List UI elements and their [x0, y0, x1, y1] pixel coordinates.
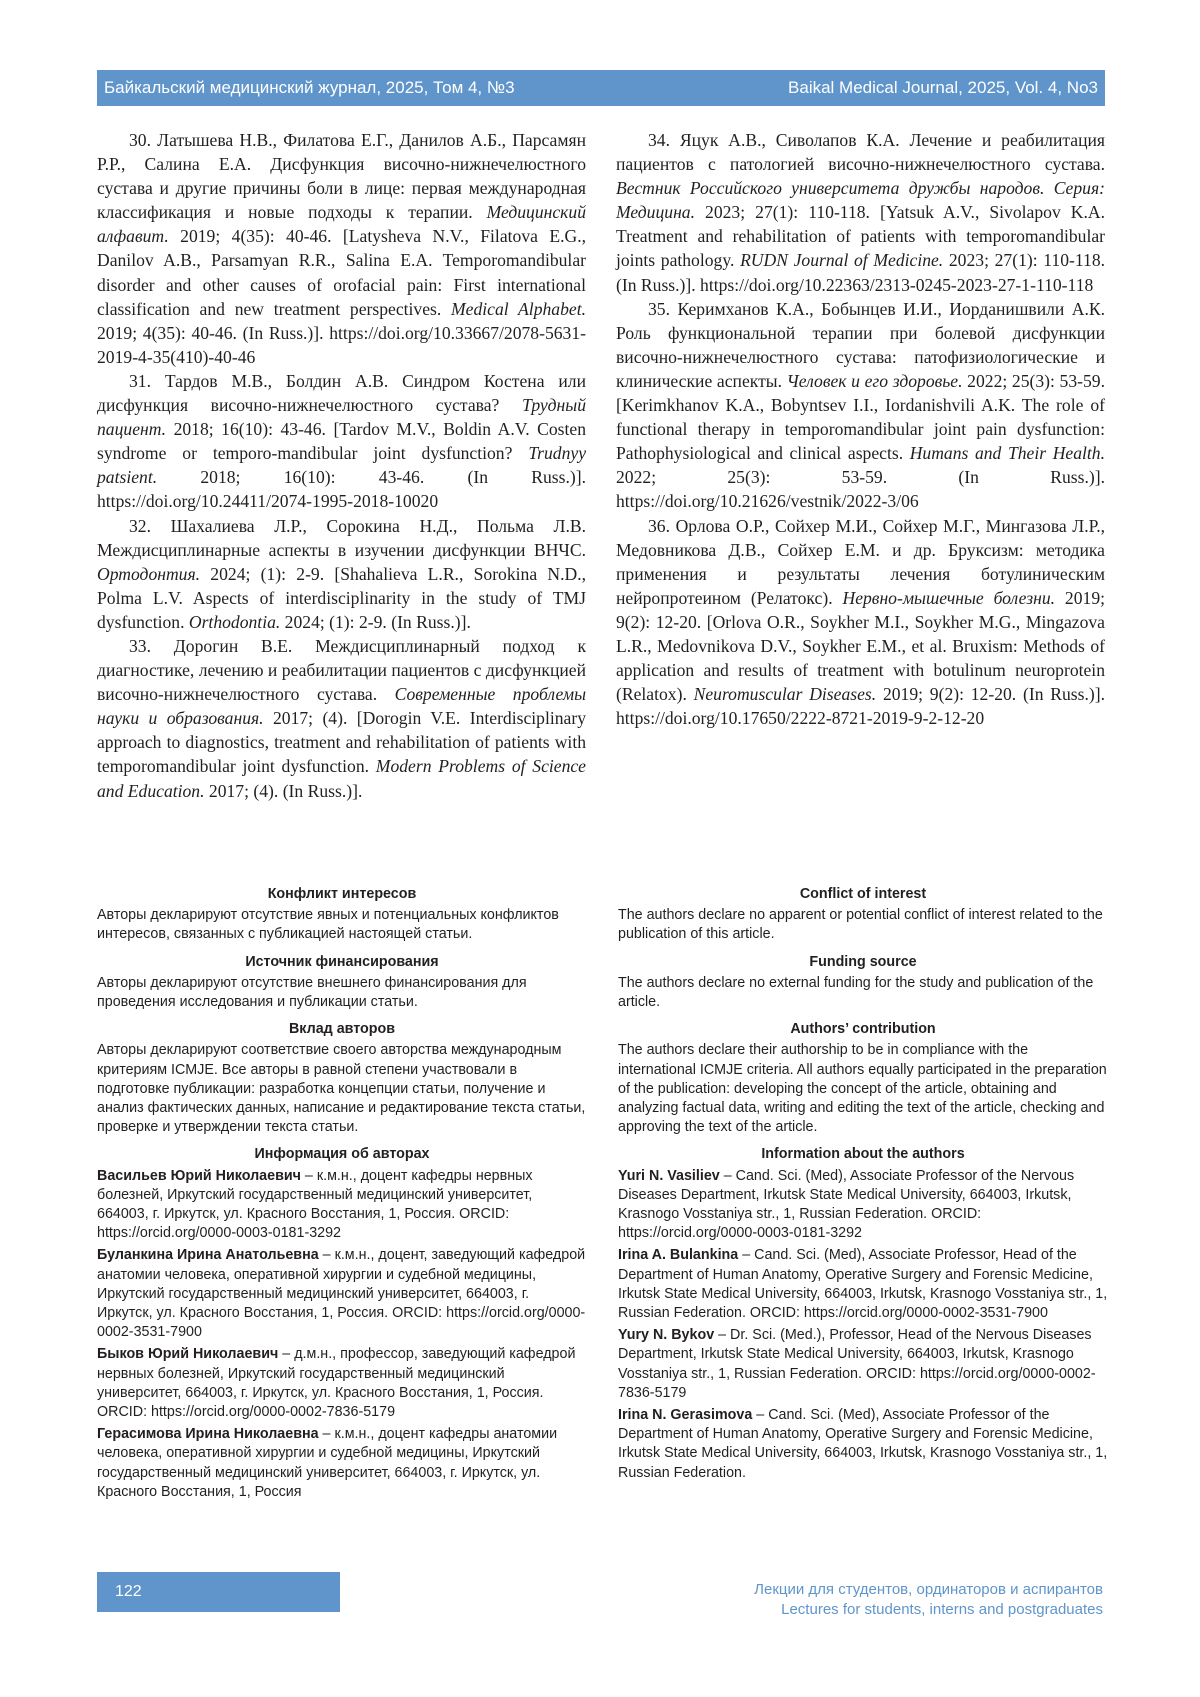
article-info-ru: [97, 885, 587, 1505]
reference-text: 36. Орлова О.Р., Сойхер М.И., Сойхер М.Г., Мингазова Л.Р., Медовникова Д.В., Сойхер Е.М. и др. Бруксизм: методика применения и результаты лечения ботулиническим нейропротеином (Релатокс).: [616, 516, 1105, 608]
reference-text: 34. Яцук А.В., Сиволапов К.А. Лечение и реабилитация пациентов с патологией височно-нижнечелюстного сустава.: [616, 130, 1105, 174]
contribution-text: Авторы декларируют соответствие своего авторства международным критериям ICMJE. Все авторы в равной степени участвовали в подготовке публикации: разработка концепции статьи, получение и анализ фактических данных, написание и редактирование текста статьи, проверке и утверждении текста статьи.: [97, 1041, 587, 1137]
reference-text: 2023; 27(1): 110-118. [Yatsuk A.V., Sivolapov K.A. Treatment and rehabilitation of patients with temporomandibular joints pathology.: [616, 202, 1105, 270]
section-name-en: Lectures for students, interns and postgraduates: [754, 1600, 1103, 1620]
reference-journal: Modern Problems of Science and Education.: [97, 756, 586, 800]
reference-item: [97, 634, 586, 803]
reference-text: 2017; (4). (In Russ.)].: [205, 781, 363, 801]
reference-text: 2019; 9(2): 12-20. (In Russ.)]. https://doi.org/10.17650/2222-8721-2019-9-2-12-20: [616, 684, 1105, 728]
article-info-en: [618, 885, 1108, 1486]
authors-list: [97, 1167, 587, 1502]
reference-text: 2019; 4(35): 40-46. [Latysheva N.V., Filatova E.G., Danilov A.B., Parsamyan R.R., Salina E.A. Temporomandibular disorder and other causes of orofacial pain: First international classification and new treatment perspectives.: [97, 226, 586, 318]
author-entry: [97, 1425, 587, 1502]
reference-journal: Humans and Their Health.: [910, 443, 1105, 463]
author-details: – д.м.н., профессор, заведующий кафедрой нервных болезней, Иркутский государственный медицинский университет, 664003, г. Иркутск, ул. Красного Восстания, 1, Россия. ORCID: https://orcid.org/0000-0002-7836-5179: [97, 1346, 575, 1420]
funding-text: Авторы декларируют отсутствие внешнего финансирования для проведения исследования и публикации статьи.: [97, 974, 587, 1012]
running-header: [97, 70, 1105, 106]
reference-journal: Trudnyy patsient.: [97, 443, 586, 487]
reference-journal: RUDN Journal of Medicine.: [740, 250, 943, 270]
reference-text: 2019; 4(35): 40-46. (In Russ.)]. https://doi.org/10.33667/2078-5631-2019-4-35(410)-40-46: [97, 323, 586, 367]
reference-text: 35. Керимханов К.А., Бобынцев И.И., Иорданишвили А.К. Роль функциональной терапии при болевой дисфункции височно-нижнечелюстного сустава: патофизиологические и клинические аспекты.: [616, 299, 1105, 391]
reference-journal: Современные проблемы науки и образования.: [97, 684, 586, 728]
author-name: Irina N. Gerasimova: [618, 1407, 752, 1423]
reference-text: 2023; 27(1): 110-118. (In Russ.)]. https://doi.org/10.22363/2313-0245-2023-27-1-110-118: [616, 250, 1105, 294]
author-details: – Cand. Sci. (Med), Associate Professor of the Nervous Diseases Department, Irkutsk State Medical University, 664003, Irkutsk, Krasnogo Vosstaniya str., 1, Russian Federation. ORCID: https://orcid.org/0000-0003-0181-3292: [618, 1168, 1074, 1242]
reference-journal: Трудный пациент.: [97, 395, 586, 439]
reference-journal: Medical Alphabet.: [451, 299, 586, 319]
reference-journal: Нервно-мышечные болезни.: [843, 588, 1056, 608]
reference-text: 2022; 25(3): 53-59. (In Russ.)]. https://doi.org/10.21626/vestnik/2022-3/06: [616, 467, 1105, 511]
author-entry: [618, 1406, 1108, 1483]
contribution-heading: Authors’ contribution: [618, 1020, 1108, 1039]
author-entry: [618, 1167, 1108, 1244]
funding-heading: Источник финансирования: [97, 953, 587, 972]
author-details: – к.м.н., доцент кафедры нервных болезней, Иркутский государственный медицинский университет, 664003, г. Иркутск, ул. Красного Восстания, 1, Россия. ORCID: https://orcid.org/0000-0003-0181-3292: [97, 1168, 533, 1242]
author-details: – Cand. Sci. (Med), Associate Professor of the Department of Human Anatomy, Operative Surgery and Forensic Medicine, Irkutsk State Medical University, 664003, Irkutsk, Krasnogo Vosstaniya str., 1, Russian Federation.: [618, 1407, 1107, 1481]
reference-journal: Вестник Российского университета дружбы народов. Серия: Медицина.: [616, 178, 1105, 222]
reference-text: 2024; (1): 2-9. (In Russ.)].: [280, 612, 471, 632]
reference-journal: Orthodontia.: [189, 612, 280, 632]
funding-text: The authors declare no external funding for the study and publication of the article.: [618, 974, 1108, 1012]
authors-list: [618, 1167, 1108, 1483]
reference-text: 2022; 25(3): 53-59. [Kerimkhanov K.A., Bobyntsev I.I., Iordanishvili A.K. The role of functional therapy in temporomandibular joint pain dysfunction: Pathophysiological and clinical aspects.: [616, 371, 1105, 463]
author-name: Буланкина Ирина Анатольевна: [97, 1247, 319, 1263]
reference-item: [97, 128, 586, 369]
conflict-heading: Conflict of interest: [618, 885, 1108, 904]
author-details: – Dr. Sci. (Med.), Professor, Head of the Nervous Diseases Department, Irkutsk State Medical University, 664003, Irkutsk, Krasnogo Vosstaniya str., 1, Russian Federation. ORCID: https://orcid.org/0000-0002-7836-5179: [618, 1327, 1096, 1401]
conflict-text: Авторы декларируют отсутствие явных и потенциальных конфликтов интересов, связанных с публикацией настоящей статьи.: [97, 906, 587, 944]
author-details: – Cand. Sci. (Med), Associate Professor, Head of the Department of Human Anatomy, Operative Surgery and Forensic Medicine, Irkutsk State Medical University, 664003, Irkutsk, Krasnogo Vosstaniya str., 1, Russian Federation. ORCID: https://orcid.org/0000-0002-3531-7900: [618, 1247, 1107, 1321]
author-details: – к.м.н., доцент кафедры анатомии человека, оперативной хирургии и судебной медицины, Иркутский государственный медицинский университет, 664003, г. Иркутск, ул. Красного Восстания, 1, Россия: [97, 1426, 557, 1500]
reference-text: 2024; (1): 2-9. [Shahalieva L.R., Sorokina N.D., Polma L.V. Aspects of interdisciplinarity in the study of TMJ dysfunction.: [97, 564, 586, 632]
author-details: – к.м.н., доцент, заведующий кафедрой анатомии человека, оперативной хирургии и судебной медицины, Иркутский государственный медицинский университет, 664003, г. Иркутск, ул. Красного Восстания, 1, Россия. ORCID: https://orcid.org/0000-0002-3531-7900: [97, 1247, 585, 1340]
author-name: Герасимова Ирина Николаевна: [97, 1426, 319, 1442]
author-entry: [618, 1326, 1108, 1403]
author-entry: [97, 1345, 587, 1422]
page-number-text: 122: [115, 1583, 142, 1600]
conflict-text: The authors declare no apparent or potential conflict of interest related to the publication of this article.: [618, 906, 1108, 944]
reference-text: 30. Латышева Н.В., Филатова Е.Г., Данилов А.Б., Парсамян Р.Р., Салина Е.А. Дисфункция височно-нижнечелюстного сустава и другие причины боли в лице: первая международная классификация и новые подходы к терапии.: [97, 130, 586, 222]
reference-journal: Человек и его здоровье.: [787, 371, 963, 391]
reference-journal: Neuromuscular Diseases.: [694, 684, 877, 704]
reference-text: 33. Дорогин В.Е. Междисциплинарный подход к диагностике, лечению и реабилитации пациентов с дисфункцией височно-нижнечелюстного сустава.: [97, 636, 586, 704]
contribution-text: The authors declare their authorship to be in compliance with the international ICMJE criteria. All authors equally participated in the preparation of the publication: developing the concept of the article, obtaining and analyzing factual data, writing and editing the text of the article, checking and approving the text of the article.: [618, 1041, 1108, 1137]
funding-heading: Funding source: [618, 953, 1108, 972]
reference-text: 2017; (4). [Dorogin V.E. Interdisciplinary approach to diagnostics, treatment and rehabilitation of patients with temporomandibular joint dysfunction.: [97, 708, 586, 776]
author-name: Васильев Юрий Николаевич: [97, 1168, 301, 1184]
reference-text: 2018; 16(10): 43-46. (In Russ.)]. https://doi.org/10.24411/2074-1995-2018-10020: [97, 467, 586, 511]
conflict-heading: Конфликт интересов: [97, 885, 587, 904]
reference-item: [616, 514, 1105, 731]
author-name: Быков Юрий Николаевич: [97, 1346, 278, 1362]
authors-heading: Information about the authors: [618, 1145, 1108, 1164]
author-entry: [97, 1167, 587, 1244]
reference-text: 2018; 16(10): 43-46. [Tardov M.V., Boldin A.V. Costen syndrome or temporo-mandibular joint dysfunction?: [97, 419, 586, 463]
author-name: Irina A. Bulankina: [618, 1247, 738, 1263]
reference-item: [97, 369, 586, 514]
authors-heading: Информация об авторах: [97, 1145, 587, 1164]
journal-title-ru: Байкальский медицинский журнал, 2025, Том 4, №3: [104, 78, 515, 98]
author-name: Yuri N. Vasiliev: [618, 1168, 720, 1184]
section-name-ru: Лекции для студентов, ординаторов и аспирантов: [754, 1580, 1103, 1600]
reference-list: [97, 128, 1105, 840]
journal-title-en: Baikal Medical Journal, 2025, Vol. 4, No3: [788, 78, 1098, 98]
reference-text: 31. Тардов М.В., Болдин А.В. Синдром Костена или дисфункция височно-нижнечелюстного сустава?: [97, 371, 586, 415]
author-entry: [97, 1246, 587, 1342]
reference-text: 2019; 9(2): 12-20. [Orlova O.R., Soykher M.I., Soykher M.G., Mingazova L.R., Medovnikova D.V., Soykher E.M., et al. Bruxism: Methods of application and results of treatment with botulinum neuroprotein (Relatox).: [616, 588, 1105, 704]
reference-item: [616, 128, 1105, 297]
author-entry: [618, 1246, 1108, 1323]
reference-journal: Медицинский алфавит.: [97, 202, 586, 246]
page-number: [97, 1572, 340, 1612]
reference-item: [97, 514, 586, 634]
reference-journal: Ортодонтия.: [97, 564, 200, 584]
reference-text: 32. Шахалиева Л.Р., Сорокина Н.Д., Польма Л.В. Междисциплинарные аспекты в изучении дисфункции ВНЧС.: [97, 516, 586, 560]
section-footer: [754, 1580, 1103, 1620]
reference-item: [616, 297, 1105, 514]
author-name: Yury N. Bykov: [618, 1327, 714, 1343]
contribution-heading: Вклад авторов: [97, 1020, 587, 1039]
